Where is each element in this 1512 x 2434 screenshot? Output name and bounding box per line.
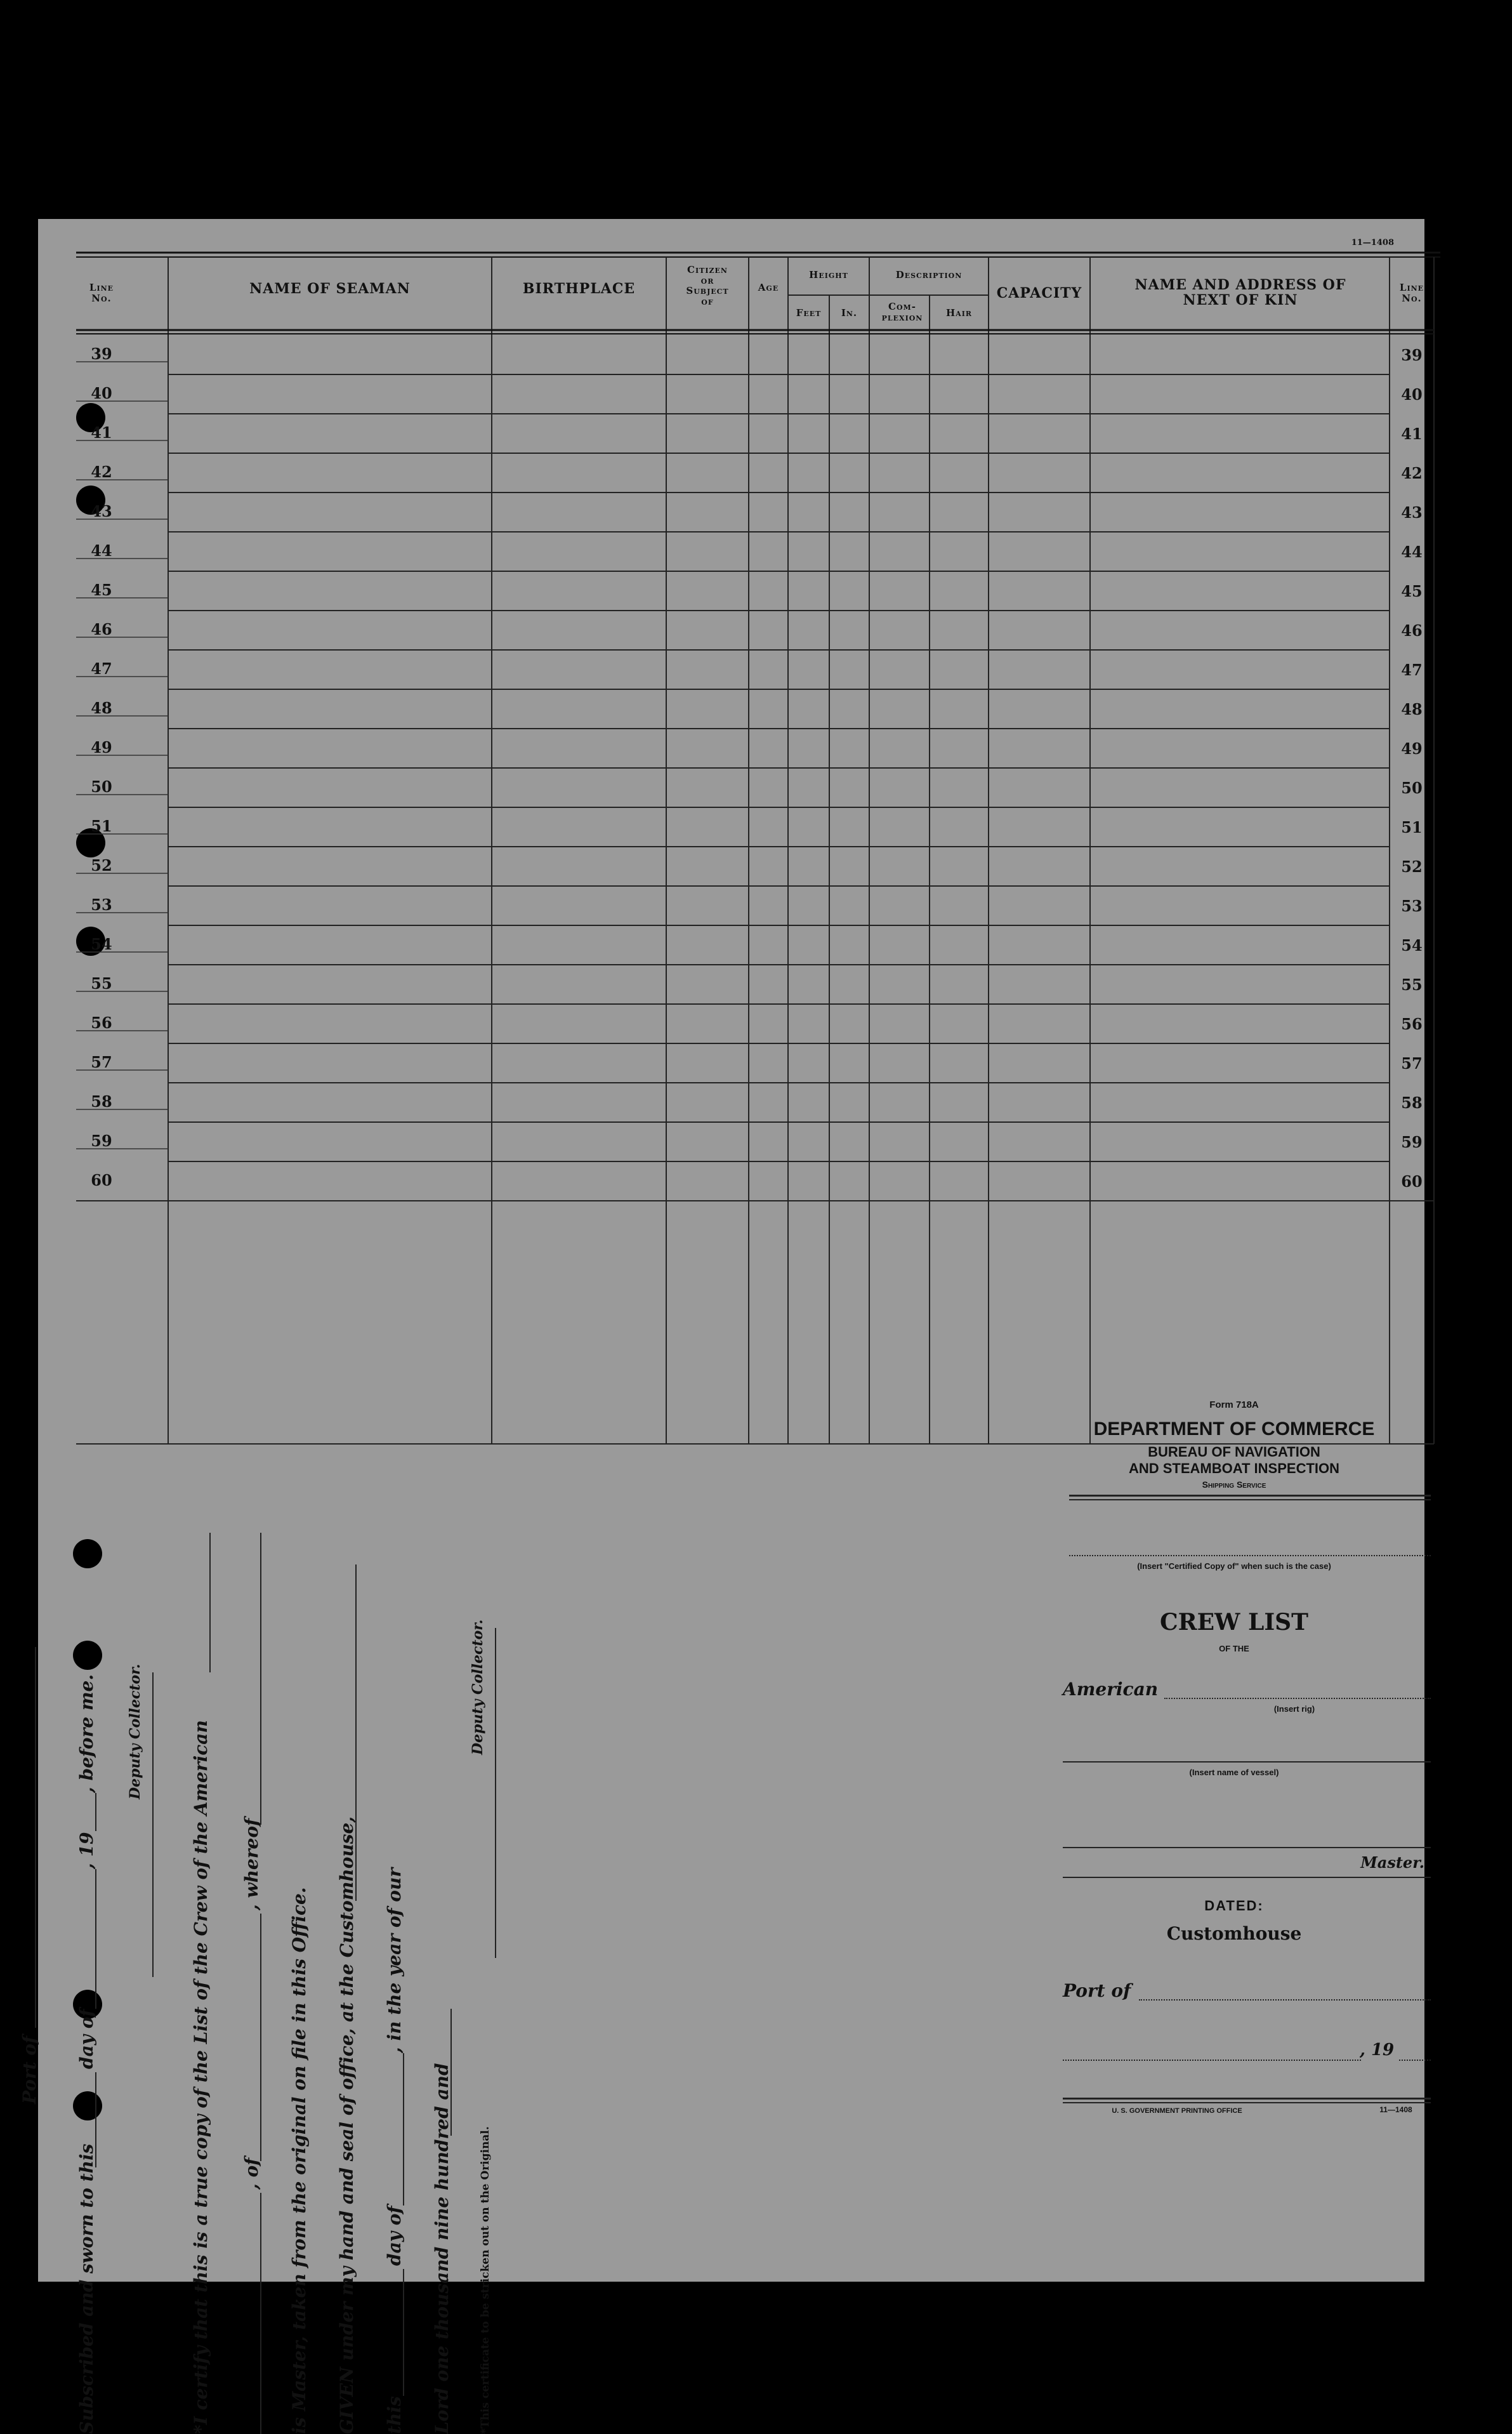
- cover-master-label: Master.: [1323, 1853, 1424, 1872]
- line-number-right: 54: [1393, 936, 1431, 955]
- certify-rig-line: [260, 2193, 261, 2434]
- line-number-right: 55: [1393, 976, 1431, 994]
- subscribed-day-of: day of: [76, 2009, 97, 2069]
- day-of-2-line: [403, 2053, 404, 2206]
- day-of-2: day of: [384, 2206, 405, 2266]
- deputy-signature-line-2: [495, 1628, 496, 1958]
- insert-rig-note: (Insert rig): [1247, 1704, 1342, 1714]
- header-inches: In.: [829, 308, 869, 319]
- header-complexion: Com-plexion: [877, 301, 928, 322]
- line-number-right: 48: [1393, 700, 1431, 718]
- cover-rule-bottom-2: [1063, 2102, 1431, 2103]
- cover-year-line: [1399, 2060, 1431, 2061]
- line-number-left: 60: [82, 1171, 121, 1189]
- header-hair: Hair: [930, 308, 989, 319]
- given-customhouse-line: [355, 1564, 357, 1901]
- line-number-left: 40: [82, 384, 121, 402]
- header-name-of-seaman: NAME OF SEAMAN: [168, 281, 492, 296]
- cover-date-line: [1063, 2060, 1361, 2061]
- deputy-signature-line-1: [152, 1672, 154, 1977]
- line-number-left: 56: [82, 1014, 121, 1032]
- header-age: Age: [749, 282, 788, 293]
- line-number-right: 42: [1393, 464, 1431, 482]
- line-number-left: 58: [82, 1092, 121, 1111]
- header-citizen: Citizen or Subject of: [679, 265, 736, 307]
- cover-panel: [1031, 1399, 1437, 2288]
- deputy-collector-2: Deputy Collector.: [470, 1620, 486, 1755]
- header-description: Description: [869, 270, 989, 281]
- subscribed-month-line: [95, 1869, 96, 2009]
- line-number-right: 43: [1393, 503, 1431, 522]
- of-the: OF THE: [1031, 1644, 1437, 1653]
- line-number-right: 41: [1393, 425, 1431, 443]
- crew-list-form-sheet: [38, 219, 1424, 2282]
- oath-certificate-block: [0, 1533, 520, 2434]
- header-height: Height: [788, 270, 869, 281]
- line-number-left: 47: [82, 659, 121, 678]
- this-day-line: [403, 2269, 404, 2396]
- subscribed-year: , 19: [76, 1832, 97, 1869]
- american-label: American: [1063, 1679, 1158, 1700]
- line-number-right: 52: [1393, 857, 1431, 876]
- line-number-left: 45: [82, 581, 121, 599]
- vessel-name-line: [1063, 1761, 1431, 1763]
- certify-whereof: , whereof: [241, 1818, 262, 1910]
- line-number-left: 49: [82, 738, 121, 757]
- subscribed-day-line: [95, 2072, 96, 2167]
- bureau-line-1: BUREAU OF NAVIGATION: [1031, 1444, 1437, 1460]
- line-number-left: 48: [82, 699, 121, 717]
- master-line-below: [1063, 1877, 1431, 1878]
- cover-port-of: Port of: [1063, 1980, 1131, 2001]
- before-me: , before me.: [76, 1674, 97, 1793]
- line-number-right: 46: [1393, 621, 1431, 640]
- subscribed-year-line: [95, 1793, 96, 1831]
- line-number-left: 52: [82, 856, 121, 875]
- line-number-right: 59: [1393, 1133, 1431, 1151]
- line-number-left: 43: [82, 502, 121, 520]
- cover-rule-2: [1069, 1499, 1431, 1500]
- line-number-right: 58: [1393, 1094, 1431, 1112]
- header-capacity: CAPACITY: [989, 286, 1090, 301]
- port-of-label: Port of: [19, 2036, 40, 2104]
- certify-line: *I certify that this is a true copy of the List of the Crew of the American: [190, 1720, 211, 2434]
- lord-line: Lord one thousand nine hundred and: [431, 2063, 452, 2434]
- table-grid: [76, 251, 1440, 1457]
- this-label: this: [384, 2396, 405, 2434]
- certify-whereof-line: [260, 1533, 261, 1825]
- certified-copy-line: [1069, 1555, 1431, 1556]
- line-number-right: 60: [1393, 1172, 1431, 1191]
- line-number-left: 59: [82, 1132, 121, 1150]
- line-number-left: 50: [82, 777, 121, 796]
- line-number-right: 44: [1393, 543, 1431, 561]
- cover-year-19: , 19: [1355, 2040, 1399, 2060]
- form-number: Form 718A: [1031, 1399, 1437, 1410]
- header-next-of-kin: NAME AND ADDRESS OF NEXT OF KIN: [1117, 277, 1364, 308]
- line-number-left: 55: [82, 974, 121, 993]
- lord-year-line: [450, 2009, 452, 2136]
- in-the-year: , in the year of our: [384, 1868, 405, 2053]
- line-number-right: 49: [1393, 739, 1431, 758]
- certify-of: , of: [241, 2158, 262, 2190]
- line-number-left: 57: [82, 1053, 121, 1071]
- line-number-right: 51: [1393, 818, 1431, 837]
- line-number-right: 39: [1393, 346, 1431, 364]
- line-number-left: 42: [82, 463, 121, 481]
- line-number-right: 47: [1393, 661, 1431, 679]
- shipping-service: Shipping Service: [1031, 1479, 1437, 1490]
- line-number-right: 56: [1393, 1015, 1431, 1033]
- header-line-no-left: Line No.: [82, 282, 121, 303]
- line-number-left: 53: [82, 896, 121, 914]
- given-line: GIVEN under my hand and seal of office, at the Customhouse,: [336, 1816, 357, 2434]
- header-birthplace: BIRTHPLACE: [492, 281, 666, 296]
- certify-of-line: [260, 1914, 261, 2161]
- line-number-left: 39: [82, 345, 121, 363]
- line-number-left: 41: [82, 423, 121, 442]
- line-number-right: 53: [1393, 897, 1431, 915]
- header-feet: Feet: [788, 308, 829, 319]
- cover-code: 11—1408: [1361, 2105, 1431, 2114]
- cover-rule-bottom-1: [1063, 2098, 1431, 2100]
- line-number-left: 44: [82, 541, 121, 560]
- line-number-right: 57: [1393, 1054, 1431, 1073]
- line-number-left: 46: [82, 620, 121, 638]
- printing-office: U. S. GOVERNMENT PRINTING OFFICE: [1069, 2107, 1285, 2115]
- line-number-right: 40: [1393, 385, 1431, 404]
- line-number-left: 54: [82, 935, 121, 953]
- line-number-left: 51: [82, 817, 121, 835]
- insert-vessel-note: (Insert name of vessel): [1031, 1768, 1437, 1777]
- customhouse-label: Customhouse: [1031, 1923, 1437, 1944]
- form-code-top: 11—1408: [1351, 238, 1394, 248]
- cover-port-line: [1139, 1999, 1431, 2001]
- is-master-line: is Master, taken from the original on file in this Office.: [289, 1887, 310, 2434]
- certify-vessel-line: [209, 1533, 211, 1672]
- deputy-collector-1: Deputy Collector.: [127, 1664, 143, 1799]
- department-title: DEPARTMENT OF COMMERCE: [1031, 1419, 1437, 1440]
- line-number-right: 50: [1393, 779, 1431, 797]
- crew-list-title: CREW LIST: [1031, 1609, 1437, 1636]
- line-number-right: 45: [1393, 582, 1431, 600]
- header-line-no-right: Line No.: [1393, 282, 1431, 303]
- master-name-line-cover: [1063, 1847, 1431, 1848]
- bureau-line-2: AND STEAMBOAT INSPECTION: [1031, 1460, 1437, 1477]
- cover-rule-1: [1069, 1495, 1431, 1497]
- subscribed-label: Subscribed and sworn to this: [76, 2144, 97, 2434]
- insert-certified-copy-note: (Insert "Certified Copy of" when such is the case): [1031, 1561, 1437, 1571]
- dated-label: DATED:: [1031, 1898, 1437, 1914]
- rig-line: [1164, 1698, 1431, 1699]
- certificate-footnote: *This certificate to be stricken out on the Original.: [479, 2126, 492, 2434]
- port-line: [35, 1647, 36, 2028]
